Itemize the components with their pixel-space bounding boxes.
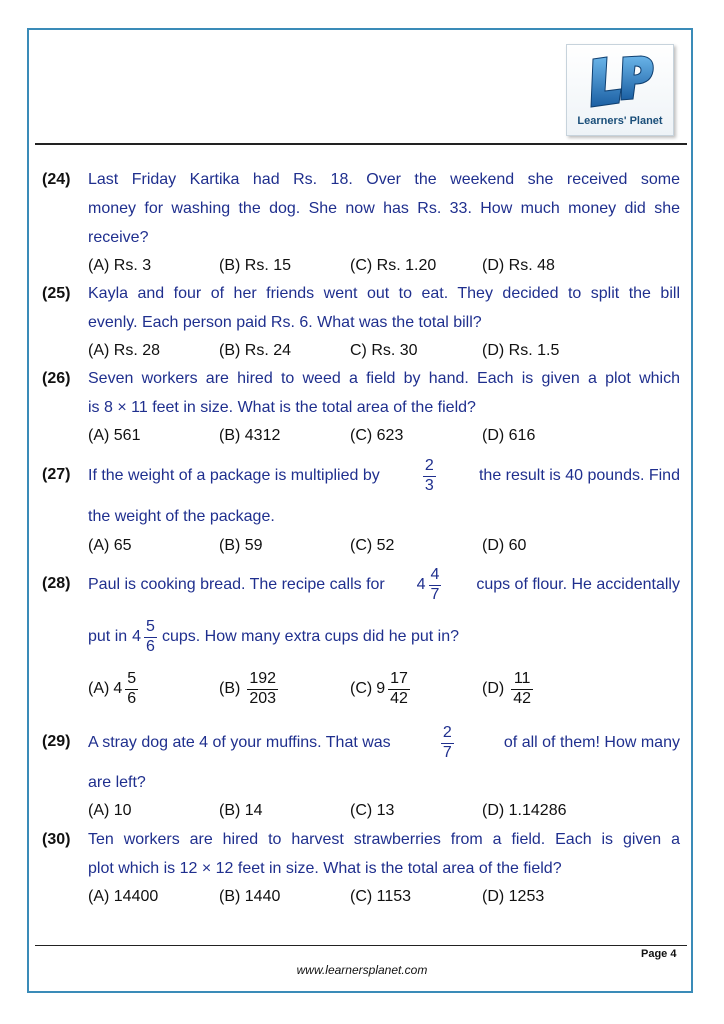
question-text: money for washing the dog. She now has Rs. 33. How much money did she	[88, 200, 680, 217]
option-b[interactable]: (B) 4312	[219, 427, 281, 444]
question-text: A stray dog ate 4 of your muffins. That was	[88, 734, 391, 751]
fraction	[144, 618, 157, 656]
answer-options	[88, 802, 648, 822]
option-a[interactable]: (A) 561	[88, 427, 141, 444]
option-a[interactable]: (A) 65	[88, 537, 132, 554]
question-text-with-fraction	[88, 612, 680, 662]
header-rule	[35, 143, 687, 145]
fraction-denominator: 203	[249, 689, 277, 707]
fraction-numerator: 17	[388, 670, 410, 689]
option-b[interactable]: (B) Rs. 15	[219, 257, 292, 274]
question-number: (24)	[42, 171, 71, 188]
fraction	[247, 670, 278, 708]
question-number: (27)	[42, 466, 71, 483]
question-text: If the weight of a package is multiplied by	[88, 467, 380, 484]
mixed-number	[132, 618, 160, 656]
answer-options	[88, 537, 648, 557]
question-text: the result is 40 pounds. Find	[478, 467, 680, 484]
question-text: Paul is cooking bread. The recipe calls for	[88, 576, 385, 593]
option-c[interactable]: C) Rs. 30	[350, 342, 418, 359]
option-d[interactable]: (D) 1253	[482, 888, 545, 905]
question-text: evenly. Each person paid Rs. 6. What was the total bill?	[88, 314, 482, 331]
mixed-whole: 9	[376, 680, 386, 697]
option-c[interactable]: (C) Rs. 1.20	[350, 257, 437, 274]
question-text: the weight of the package.	[88, 508, 275, 525]
fraction	[429, 566, 442, 604]
option-a[interactable]: (A) 10	[88, 802, 132, 819]
question-text: cups of flour. He accidentally	[476, 576, 680, 593]
fraction-numerator: 4	[429, 566, 442, 585]
fraction	[441, 724, 454, 762]
question-text: Seven workers are hired to weed a field by hand. Each is given a plot which	[88, 370, 680, 387]
fraction-numerator: 5	[144, 618, 157, 637]
lp-logo-icon	[583, 51, 659, 115]
option-d[interactable]	[482, 666, 536, 712]
fraction-numerator: 2	[441, 724, 454, 743]
page-number: Page 4	[641, 948, 677, 960]
fraction-numerator: 2	[423, 457, 436, 476]
option-c[interactable]: (C) 13	[350, 802, 395, 819]
fraction-denominator: 6	[127, 689, 137, 707]
learners-planet-logo	[566, 44, 674, 136]
option-a[interactable]: (A) 14400	[88, 888, 159, 905]
question-text-with-fraction	[88, 560, 680, 610]
question-text-with-fraction	[88, 451, 680, 501]
question-text: are left?	[88, 774, 146, 791]
option-c[interactable]: (C) 52	[350, 537, 395, 554]
option-d[interactable]: (D) Rs. 48	[482, 257, 555, 274]
question-text: of all of them! How many	[503, 734, 680, 751]
option-label: (C)	[350, 680, 373, 697]
mixed-whole: 4	[416, 576, 426, 593]
option-c[interactable]: (C) 623	[350, 427, 404, 444]
option-label: (B)	[219, 680, 241, 697]
option-label: (A)	[88, 680, 110, 697]
question-text: Kayla and four of her friends went out to eat. They decided to split the bill	[88, 285, 680, 302]
question-number: (25)	[42, 285, 71, 302]
fraction-numerator: 192	[247, 670, 278, 689]
mixed-whole: 4	[132, 628, 142, 645]
question-text: Last Friday Kartika had Rs. 18. Over the weekend she received some	[88, 171, 680, 188]
option-a[interactable]: (A) Rs. 3	[88, 257, 152, 274]
option-b[interactable]: (B) Rs. 24	[219, 342, 292, 359]
fraction	[388, 670, 410, 708]
question-number: (30)	[42, 831, 71, 848]
option-a[interactable]: (A) Rs. 28	[88, 342, 161, 359]
fraction-numerator: 5	[125, 670, 138, 689]
footer-rule	[35, 945, 687, 946]
fraction-denominator: 7	[430, 585, 440, 603]
question-number: (28)	[42, 575, 71, 592]
option-d[interactable]: (D) 616	[482, 427, 536, 444]
question-number: (29)	[42, 733, 71, 750]
logo-brand-text: Learners' Planet	[577, 115, 663, 127]
fraction	[125, 670, 138, 708]
question-text: Ten workers are hired to harvest strawberries from a field. Each is given a	[88, 831, 680, 848]
fraction-denominator: 3	[424, 476, 434, 494]
option-d[interactable]: (D) 1.14286	[482, 802, 567, 819]
mixed-number	[417, 566, 445, 604]
mixed-whole: 4	[113, 680, 123, 697]
question-text: plot which is 12 × 12 feet in size. What is the total area of the field?	[88, 860, 562, 877]
option-label: (D)	[482, 680, 505, 697]
question-text-with-fraction	[88, 718, 680, 768]
answer-options	[88, 666, 648, 712]
question-text: put in	[88, 628, 128, 645]
fraction	[423, 457, 436, 495]
answer-options	[88, 342, 648, 362]
fraction-denominator: 42	[390, 689, 408, 707]
option-b[interactable]: (B) 1440	[219, 888, 281, 905]
website-url: www.learnersplanet.com	[296, 963, 428, 977]
question-number: (26)	[42, 370, 71, 387]
option-a[interactable]	[88, 666, 141, 712]
question-text: cups. How many extra cups did he put in?	[161, 628, 459, 645]
answer-options	[88, 427, 648, 447]
option-d[interactable]: (D) 60	[482, 537, 527, 554]
fraction-numerator: 11	[511, 670, 533, 689]
question-text: receive?	[88, 229, 149, 246]
option-c[interactable]	[350, 666, 413, 712]
fraction-denominator: 42	[513, 689, 532, 707]
answer-options	[88, 257, 648, 277]
option-b[interactable]: (B) 14	[219, 802, 263, 819]
option-b[interactable]: (B) 59	[219, 537, 263, 554]
option-c[interactable]: (C) 1153	[350, 888, 412, 905]
fraction	[511, 670, 533, 708]
fraction-denominator: 6	[146, 637, 155, 655]
option-d[interactable]: (D) Rs. 1.5	[482, 342, 560, 359]
answer-options	[88, 888, 648, 908]
question-text: is 8 × 11 feet in size. What is the total area of the field?	[88, 399, 476, 416]
option-b[interactable]	[219, 666, 281, 712]
fraction-denominator: 7	[442, 743, 452, 761]
